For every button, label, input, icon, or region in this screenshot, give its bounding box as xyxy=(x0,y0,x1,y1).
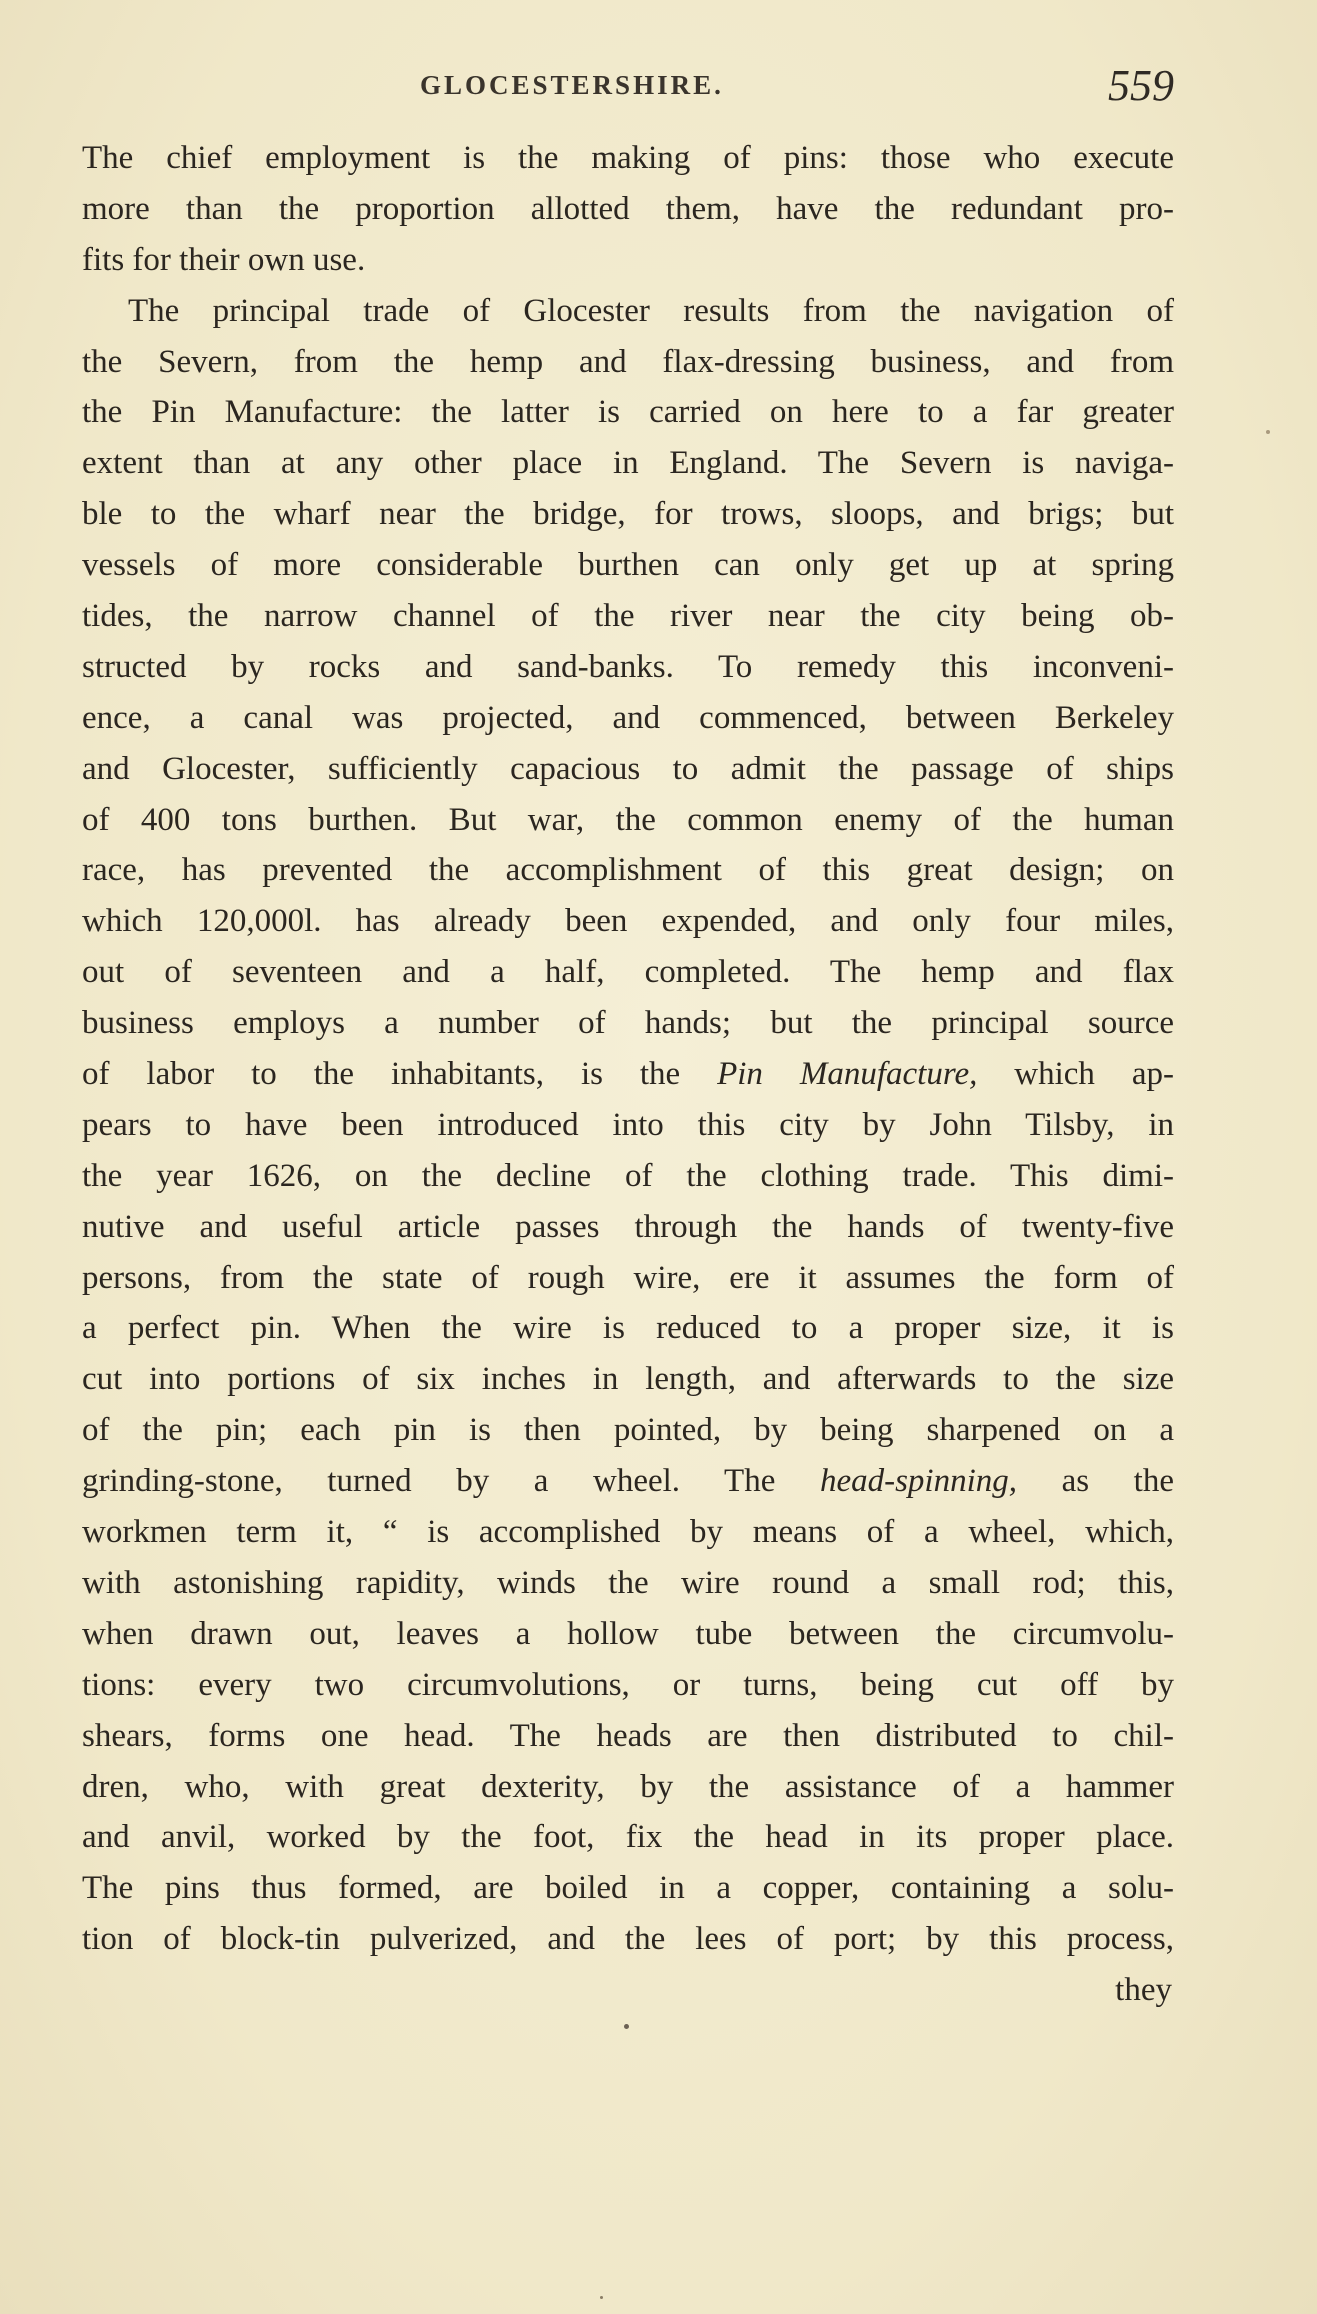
catchword: they xyxy=(1115,1972,1172,2009)
page-number: 559 xyxy=(1108,61,1174,110)
text-line: cut into portions of six inches in length, and afterwards to the size xyxy=(82,1361,1174,1398)
catchword-line xyxy=(82,1965,1174,2016)
text-line: The chief employment is the making of pins: those who execute xyxy=(82,140,1174,176)
text-line: dren, who, with great dexterity, by the assistance of a hammer xyxy=(82,1768,1174,1805)
text-line: the Severn, from the hemp and flax-dressing business, and from xyxy=(82,343,1174,380)
text-line: and anvil, worked by the foot, fix the head in its proper place. xyxy=(82,1819,1174,1856)
text-line: tions: every two circumvolutions, or turns, being cut off by xyxy=(82,1666,1174,1703)
text-line: more than the proportion allotted them, have the redundant pro- xyxy=(82,190,1174,227)
text-line: grinding-stone, turned by a wheel. The head-spinning, as the xyxy=(82,1463,1174,1500)
text-line: nutive and useful article passes through the hands of twenty-five xyxy=(82,1208,1174,1245)
text-line: The pins thus formed, are boiled in a copper, containing a solu- xyxy=(82,1870,1174,1907)
text-line: of the pin; each pin is then pointed, by being sharpened on a xyxy=(82,1412,1174,1449)
text-line: the year 1626, on the decline of the clothing trade. This dimi- xyxy=(82,1157,1174,1194)
text-line: workmen term it, “ is accomplished by means of a wheel, which, xyxy=(82,1514,1174,1551)
text-line: shears, forms one head. The heads are then distributed to chil- xyxy=(82,1717,1174,1754)
text-line: ence, a canal was projected, and commenced, between Berkeley xyxy=(82,699,1174,736)
text-line: The principal trade of Glocester results from the navigation of xyxy=(128,292,1174,329)
text-line: and Glocester, sufficiently capacious to admit the passage of ships xyxy=(82,750,1174,787)
text-line: out of seventeen and a half, completed. The hemp and flax xyxy=(82,954,1174,991)
text-line: which 120,000l. has already been expended, and only four miles, xyxy=(82,903,1174,940)
text-line: business employs a number of hands; but the principal source xyxy=(82,1005,1174,1042)
print-speck xyxy=(1266,430,1270,434)
text-line: race, has prevented the accomplishment of this great design; on xyxy=(82,852,1174,889)
print-speck xyxy=(624,2024,629,2029)
text-line: ble to the wharf near the bridge, for trows, sloops, and brigs; but xyxy=(82,496,1174,533)
text-line: extent than at any other place in England. The Severn is naviga- xyxy=(82,445,1174,482)
text-line: pears to have been introduced into this city by John Tilsby, in xyxy=(82,1106,1174,1143)
text-line: of 400 tons burthen. But war, the common enemy of the human xyxy=(82,801,1174,838)
text-line: vessels of more considerable burthen can only get up at spring xyxy=(82,547,1174,584)
body-text xyxy=(82,133,1174,2016)
text-line: of labor to the inhabitants, is the Pin Manufacture, which ap- xyxy=(82,1056,1174,1093)
text-line: structed by rocks and sand-banks. To remedy this inconveni- xyxy=(82,648,1174,685)
text-line: tides, the narrow channel of the river near the city being ob- xyxy=(82,598,1174,635)
running-title: GLOCESTERSHIRE. xyxy=(420,70,724,100)
print-speck xyxy=(600,2296,603,2299)
text-line: with astonishing rapidity, winds the wire round a small rod; this, xyxy=(82,1564,1174,1601)
text-line: fits for their own use. xyxy=(82,241,366,278)
text-line: when drawn out, leaves a hollow tube between the circumvolu- xyxy=(82,1615,1174,1652)
running-head xyxy=(82,58,1174,118)
text-line: persons, from the state of rough wire, ere it assumes the form of xyxy=(82,1259,1174,1296)
text-line: the Pin Manufacture: the latter is carried on here to a far greater xyxy=(82,394,1174,431)
text-line: tion of block-tin pulverized, and the lees of port; by this process, xyxy=(82,1921,1174,1958)
text-line: a perfect pin. When the wire is reduced to a proper size, it is xyxy=(82,1310,1174,1347)
